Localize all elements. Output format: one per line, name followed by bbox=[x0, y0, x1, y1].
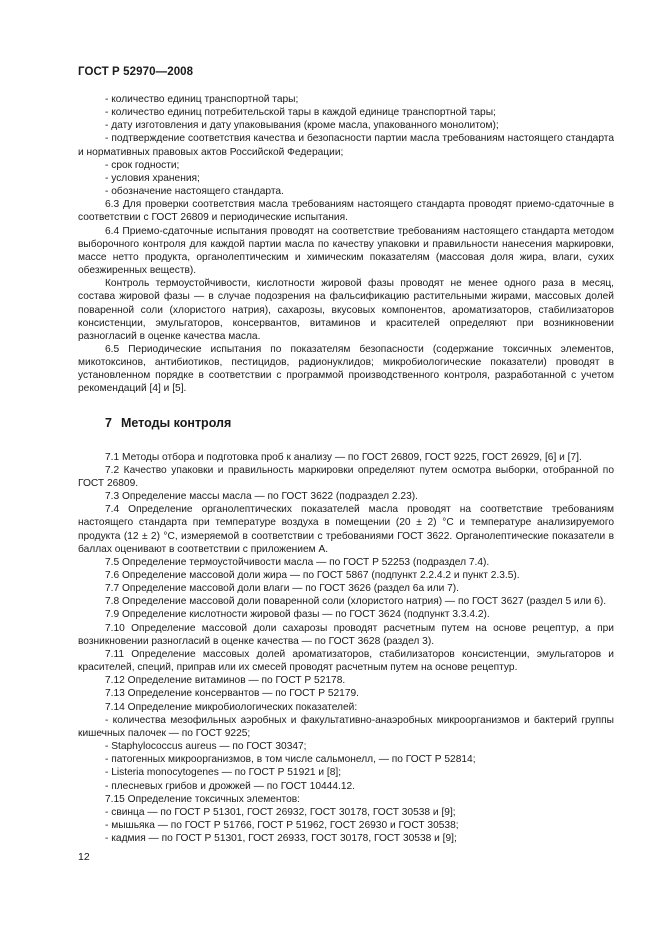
paragraph: - срок годности; bbox=[105, 159, 180, 171]
paragraph: - количество единиц потребительской тары в каждой единице транспортной тары; bbox=[105, 107, 496, 119]
paragraph: - обозначение настоящего стандарта. bbox=[105, 186, 284, 198]
paragraph: - дату изготовления и дату упаковывания (кроме масла, упакованного монолитом); bbox=[105, 120, 499, 132]
paragraph: 7.12 Определение витаминов — по ГОСТ Р 52178. bbox=[105, 675, 346, 687]
section-7-body bbox=[78, 451, 614, 846]
paragraph: 7.5 Определение термоустойчивости масла — по ГОСТ Р 52253 (подраздел 7.4). bbox=[105, 556, 490, 568]
paragraph: - подтверждение соответствия качества и безопасности партии масла требованиям настоящего стандарта и нормативных правовых актов Российской Федерации; bbox=[78, 133, 614, 158]
paragraph: - плесневых грибов и дрожжей — по ГОСТ 10444.12. bbox=[105, 780, 356, 792]
paragraph: Контроль термоустойчивости, кислотности жировой фазы проводят не менее одного раза в месяц, состава жировой фазы — в случае подозрения на фальсификацию растительными жирами, массовых долей поваренной соли (хлористого натрия), сахарозы, вкусовых компонентов, ароматизаторов, стабилизаторов консистенции, эмульгаторов, консервантов, витаминов и красителей определяют при возникновении разногласий в оценке качества масла. bbox=[78, 278, 614, 342]
paragraph: 6.5 Периодические испытания по показателям безопасности (содержание токсичных элементов, микотоксинов, антибиотиков, пестицидов, радионуклидов; микробиологические показатели) проводят в установленном порядке в соответствии с программой производственного контроля, разработанной с учетом рекомендаций [4] и [5]. bbox=[78, 343, 614, 395]
paragraph: 7.11 Определение массовых долей ароматизаторов, стабилизаторов консистенции, эмульгаторов и красителей, специй, приправ или их смесей проводят расчетным путем на основе рецептур. bbox=[78, 648, 614, 674]
paragraph: - Listeria monocytogenes — по ГОСТ Р 51921 и [8]; bbox=[105, 767, 342, 779]
paragraph: 7.9 Определение кислотности жировой фазы — по ГОСТ 3624 (подпункт 3.3.4.2). bbox=[105, 609, 490, 621]
page-number: 12 bbox=[78, 851, 90, 863]
paragraph: - количества мезофильных аэробных и факультативно-анаэробных микроорганизмов и бактерий группы кишечных палочек — по ГОСТ 9225; bbox=[78, 714, 614, 739]
paragraph: 7.4 Определение органолептических показателей масла проводят на соответствие требованиям настоящего стандарта при температуре воздуха в помещении (20 ± 2) °C и температуре анализируемого продукта (12 ± 2) °C, измеряемой в соответствии с требованиями ГОСТ 3622. Органолептические показатели в баллах оценивают в соответствии с приложением А. bbox=[78, 504, 614, 555]
paragraph: 7.10 Определение массовой доли сахарозы проводят расчетным путем на основе рецептур, а при возникновении разногласий в оценке качества — по ГОСТ 3628 (раздел 3). bbox=[78, 622, 614, 647]
section-6-continuation bbox=[78, 93, 614, 396]
paragraph: - кадмия — по ГОСТ Р 51301, ГОСТ 26933, ГОСТ 30178, ГОСТ 30538 и [9]; bbox=[105, 833, 457, 845]
paragraph: 7.2 Качество упаковки и правильность маркировки определяют путем осмотра выборки, отобранной по ГОСТ 26809. bbox=[78, 464, 614, 489]
paragraph: 7.6 Определение массовой доли жира — по ГОСТ 5867 (подпункт 2.2.4.2 и пункт 2.3.5). bbox=[105, 570, 520, 581]
paragraph: - мышьяка — по ГОСТ Р 51766, ГОСТ Р 51962, ГОСТ 26930 и ГОСТ 30538; bbox=[105, 819, 459, 831]
paragraph: 6.3 Для проверки соответствия масла требованиям настоящего стандарта проводят приемо-сдаточные в соответствии с ГОСТ 26809 и периодические испытания. bbox=[78, 199, 614, 224]
paragraph: 7.1 Методы отбора и подготовка проб к анализу — по ГОСТ 26809, ГОСТ 9225, ГОСТ 26929, [6] и [7]. bbox=[105, 451, 582, 463]
paragraph: 7.15 Определение токсичных элементов: bbox=[105, 793, 300, 805]
section-title: Методы контроля bbox=[120, 415, 232, 430]
paragraph: 7.8 Определение массовой доли поваренной соли (хлористого натрия) — по ГОСТ 3627 (раздел 5 или 6). bbox=[105, 596, 607, 608]
section-heading bbox=[78, 415, 614, 431]
paragraph: 7.3 Определение массы масла — по ГОСТ 3622 (подраздел 2.23). bbox=[105, 491, 418, 503]
paragraph: 7.13 Определение консервантов — по ГОСТ Р 52179. bbox=[105, 688, 359, 700]
paragraph: - количество единиц транспортной тары; bbox=[105, 94, 299, 105]
section-number: 7 bbox=[105, 415, 112, 430]
paragraph: 7.7 Определение массовой доли влаги — по ГОСТ 3626 (раздел 6а или 7). bbox=[105, 583, 460, 595]
paragraph: - патогенных микроорганизмов, в том числе сальмонелл, — по ГОСТ Р 52814; bbox=[105, 754, 476, 766]
paragraph: - условия хранения; bbox=[105, 172, 200, 184]
paragraph: 6.4 Приемо-сдаточные испытания проводят на соответствие требованиям настоящего стандарта методом выборочного контроля для каждой партии масла по качеству упаковки и правильности нанесения маркировки, массе нетто продукта, органолептическим и химическим показателям (массовая доля жира, влаги, сухих обезжиренных веществ). bbox=[78, 225, 614, 277]
paragraph: - свинца — по ГОСТ Р 51301, ГОСТ 26932, ГОСТ 30178, ГОСТ 30538 и [9]; bbox=[105, 806, 456, 818]
paragraph: - Staphylococcus aureus — по ГОСТ 30347; bbox=[105, 741, 307, 753]
paragraph: 7.14 Определение микробиологических показателей: bbox=[105, 701, 358, 713]
document-header: ГОСТ Р 52970—2008 bbox=[78, 66, 194, 78]
document-body bbox=[78, 93, 614, 845]
